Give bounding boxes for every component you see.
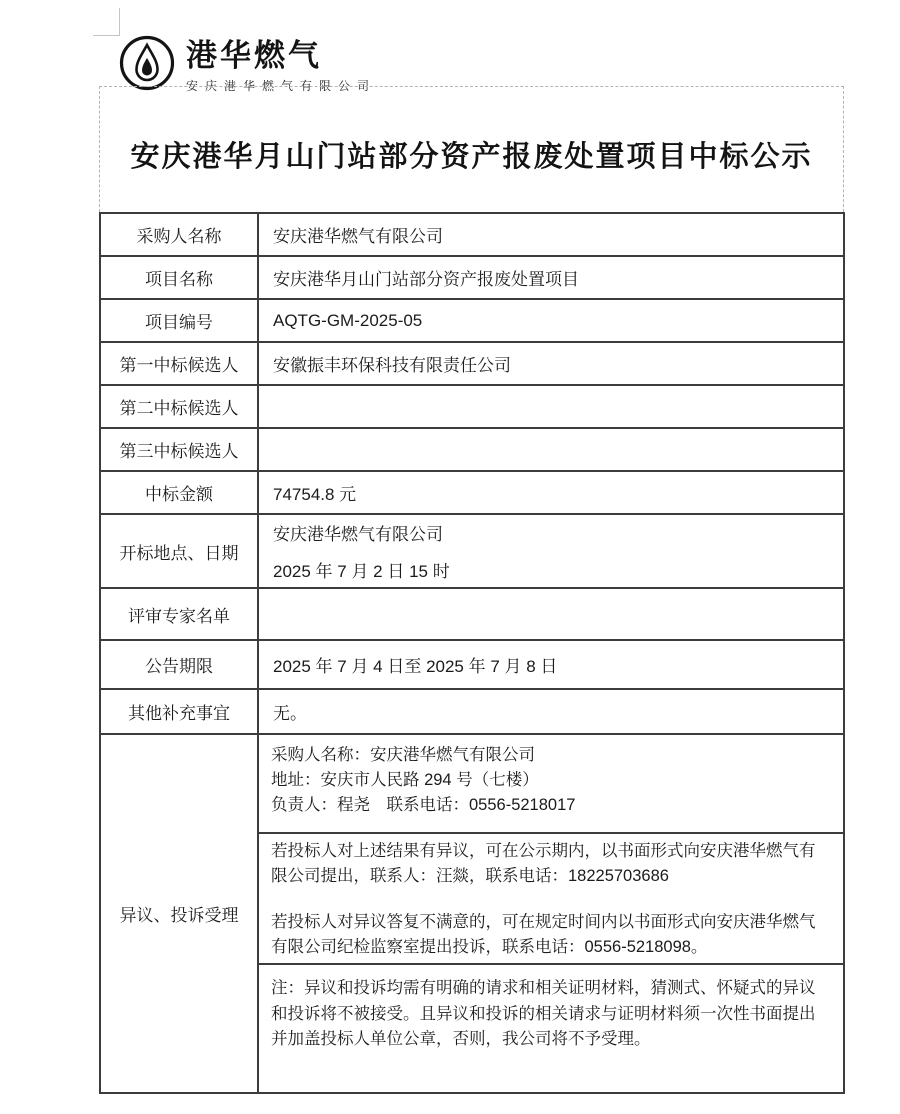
table-row-project-number [101, 300, 843, 343]
row-value: 74754.8 元 [273, 485, 357, 504]
address-line: 地址：安庆市人民路 294 号（七楼） [271, 771, 539, 789]
row-label: 其他补充事宜 [101, 690, 259, 733]
row-label: 第三中标候选人 [101, 429, 259, 470]
objection-paragraph-1: 若投标人对上述结果有异议，可在公示期内，以书面形式向安庆港华燃气有限公司提出，联系人：汪燚，联系电话：18225703686 [271, 842, 816, 885]
objection-contact-cell [259, 735, 843, 834]
row-value: 无。 [273, 704, 307, 723]
table-row-announcement-period [101, 641, 843, 690]
row-value [259, 429, 843, 470]
row-label: 异议、投诉受理 [101, 735, 259, 1092]
table-row-candidate-1 [101, 343, 843, 386]
table-row-candidate-3 [101, 429, 843, 472]
row-label: 项目编号 [101, 300, 259, 341]
flame-in-circle-icon [118, 34, 176, 92]
row-label: 采购人名称 [101, 214, 259, 255]
row-label: 开标地点、日期 [101, 515, 259, 587]
objection-note-cell: 注：异议和投诉均需有明确的请求和相关证明材料，猜测式、怀疑式的异议和投诉将不被接受。且异议和投诉的相关请求与证明材料须一次性书面提出并加盖投标人单位公章，否则，我公司将不予受理。 [271, 979, 816, 1048]
page-title: 安庆港华月山门站部分资产报废处置项目中标公示 [130, 141, 813, 173]
brand-subtitle: 安庆港华燃气有限公司 [186, 78, 377, 93]
table-row-purchaser [101, 214, 843, 257]
table-row-expert-list [101, 589, 843, 641]
row-value: 安徽振丰环保科技有限责任公司 [273, 356, 511, 375]
table-row-award-amount [101, 472, 843, 515]
objection-paragraph-2: 若投标人对异议答复不满意的，可在规定时间内以书面形式向安庆港华燃气有限公司纪检监察室提出投诉，联系电话：0556-5218098。 [271, 913, 816, 956]
objection-cells [259, 735, 843, 1092]
table-row-project-name [101, 257, 843, 300]
page-corner-mark [93, 8, 120, 36]
announcement-table [99, 212, 845, 1094]
opening-place: 安庆港华燃气有限公司 [273, 525, 443, 544]
row-value [259, 386, 843, 427]
logo-text [186, 34, 376, 94]
row-value [259, 589, 843, 639]
row-label: 公告期限 [101, 641, 259, 688]
table-row-objection [101, 735, 843, 1092]
brand-name: 港华燃气 [186, 38, 322, 73]
row-value: 安庆港华月山门站部分资产报废处置项目 [273, 270, 579, 289]
row-label: 第二中标候选人 [101, 386, 259, 427]
row-value: 2025 年 7 月 4 日至 2025 年 7 月 8 日 [273, 657, 558, 676]
towngas-logo [118, 34, 376, 94]
row-label: 第一中标候选人 [101, 343, 259, 384]
row-label: 中标金额 [101, 472, 259, 513]
row-label: 评审专家名单 [101, 589, 259, 639]
row-label: 项目名称 [101, 257, 259, 298]
table-row-candidate-2 [101, 386, 843, 429]
purchaser-name-line: 采购人名称：安庆港华燃气有限公司 [271, 746, 535, 764]
row-value [259, 515, 843, 587]
row-value: AQTG-GM-2025-05 [273, 310, 423, 330]
row-value: 安庆港华燃气有限公司 [273, 227, 443, 246]
table-row-other-matters [101, 690, 843, 735]
responsible-person-line: 负责人：程尧 联系电话：0556-5218017 [271, 796, 576, 814]
objection-procedure-cell [259, 834, 843, 965]
opening-date: 2025 年 7 月 2 日 15 时 [273, 562, 450, 581]
table-row-opening-place-date [101, 515, 843, 589]
